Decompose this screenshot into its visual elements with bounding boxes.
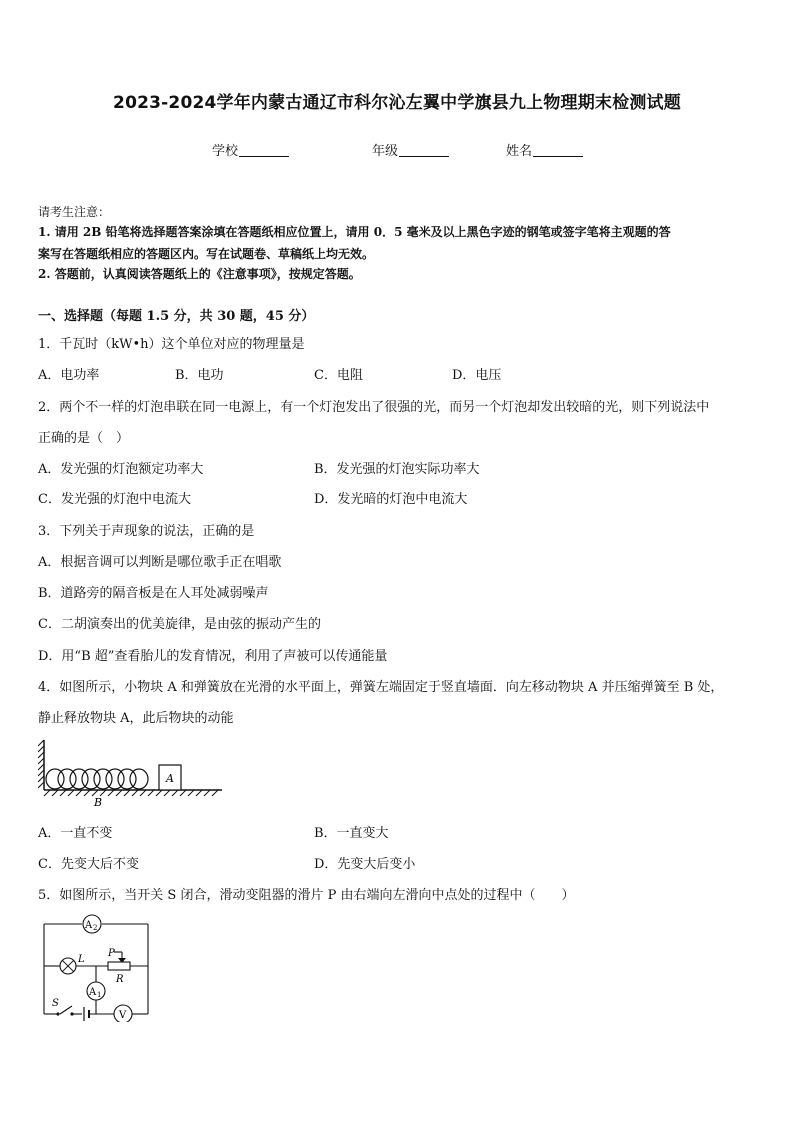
school-label: 学校 [212, 144, 239, 159]
a2-sub: 2 [93, 924, 98, 932]
q4-stem-2: 静止释放物块 A，此后物块的动能 [38, 711, 234, 726]
rheostat-icon [108, 962, 130, 970]
grade-blank [399, 144, 449, 157]
name-blank [533, 144, 583, 157]
q4-option-a: A．一直不变 [38, 826, 113, 841]
notice-line-1a: 1. 请用 2B 铅笔将选择题答案涂填在答题纸相应位置上，请用 0．5 毫米及以上黑色字迹的钢笔或签字笔将主观题的答 [38, 225, 671, 239]
q5-stem: 5．如图所示，当开关 S 闭合，滑动变阻器的滑片 P 由右端向左滑向中点处的过程中（ ） [38, 888, 575, 903]
grade-label: 年级 [372, 144, 399, 159]
name-field [506, 140, 583, 159]
q2-option-c: C．发光强的灯泡中电流大 [38, 492, 191, 507]
a1-sub: 1 [97, 991, 102, 999]
spring-block-figure [38, 738, 228, 810]
q3-option-b: B．道路旁的隔音板是在人耳处减弱噪声 [38, 586, 269, 601]
switch-label: S [52, 998, 59, 1009]
q1-stem: 1．千瓦时（kW•h）这个单位对应的物理量是 [38, 337, 305, 352]
notice-line-1b: 案写在答题纸相应的答题区内。写在试题卷、草稿纸上均无效。 [38, 247, 375, 261]
section-heading: 一、选择题（每题 1.5 分，共 30 题，45 分） [38, 309, 315, 324]
q4-option-d: D．先变大后变小 [314, 857, 416, 872]
q3-option-d: D．用“B 超”查看胎儿的发育情况，利用了声被可以传通能量 [38, 649, 388, 664]
q1-option-a: A．电功率 [38, 368, 100, 383]
notice-heading: 请考生注意： [38, 205, 111, 219]
q2-stem-1: 2．两个不一样的灯泡串联在同一电源上，有一个灯泡发出了很强的光，而另一个灯泡却发出较暗的光，则下列说法中 [38, 400, 710, 415]
spring-coil [46, 769, 148, 789]
q1-option-d: D．电压 [452, 368, 502, 383]
slider-p-label: P [108, 948, 115, 959]
q3-option-a: A．根据音调可以判断是哪位歌手正在唱歌 [38, 555, 282, 570]
name-label: 姓名 [506, 144, 533, 159]
floor-hatching [44, 790, 218, 796]
q1-option-b: B．电功 [175, 368, 224, 383]
q1-option-c: C．电阻 [314, 368, 363, 383]
grade-field [372, 140, 449, 159]
school-field [212, 140, 289, 159]
q2-option-d: D．发光暗的灯泡中电流大 [314, 492, 468, 507]
point-b-label: B [94, 796, 103, 809]
wall-hatching [38, 740, 44, 788]
q3-option-c: C．二胡演奏出的优美旋律，是由弦的振动产生的 [38, 617, 321, 632]
q2-stem-2: 正确的是（ ） [38, 431, 130, 446]
q3-stem: 3．下列关于声现象的说法，正确的是 [38, 524, 255, 539]
q2-option-a: A．发光强的灯泡额定功率大 [38, 462, 204, 477]
block-a-label: A [166, 772, 174, 785]
a2-label: A [85, 920, 93, 931]
school-blank [239, 144, 289, 157]
rheostat-label: R [116, 974, 124, 985]
q4-option-c: C．先变大后不变 [38, 857, 139, 872]
q2-option-b: B．发光强的灯泡实际功率大 [314, 462, 480, 477]
q4-stem-1: 4．如图所示，小物块 A 和弹簧放在光滑的水平面上，弹簧左端固定于竖直墙面．向左移动物块 A 并压缩弹簧至 B 处， [38, 680, 724, 695]
circuit-diagram [38, 910, 160, 1022]
q4-option-b: B．一直变大 [314, 826, 389, 841]
a1-label: A [89, 987, 97, 998]
notice-line-2: 2. 答题前，认真阅读答题纸上的《注意事项》，按规定答题。 [38, 267, 361, 281]
page-title: 2023-2024学年内蒙古通辽市科尔沁左翼中学旗县九上物理期末检测试题 [113, 93, 681, 113]
voltmeter-label: V [119, 1010, 127, 1021]
lamp-label: L [78, 954, 85, 965]
